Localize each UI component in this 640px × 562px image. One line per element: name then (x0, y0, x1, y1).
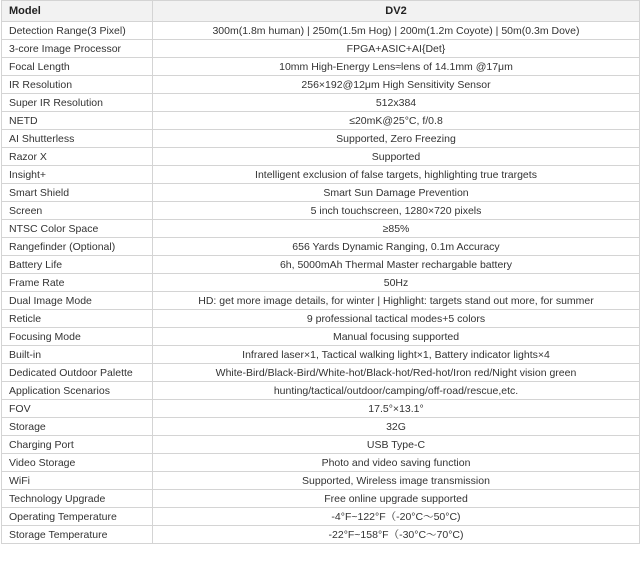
spec-label: Video Storage (2, 454, 153, 472)
spec-value: 9 professional tactical modes+5 colors (153, 310, 640, 328)
spec-value: USB Type-C (153, 436, 640, 454)
table-row (2, 526, 640, 544)
spec-value: 512x384 (153, 94, 640, 112)
spec-label: Insight+ (2, 166, 153, 184)
spec-label: Screen (2, 202, 153, 220)
spec-label: FOV (2, 400, 153, 418)
table-row (2, 112, 640, 130)
table-row (2, 400, 640, 418)
table-row (2, 202, 640, 220)
spec-value: ≥85% (153, 220, 640, 238)
spec-label: Charging Port (2, 436, 153, 454)
table-row (2, 148, 640, 166)
spec-value: 300m(1.8m human) | 250m(1.5m Hog) | 200m(1.2m Coyote) | 50m(0.3m Dove) (153, 22, 640, 40)
spec-value: 6h, 5000mAh Thermal Master rechargable battery (153, 256, 640, 274)
table-row (2, 76, 640, 94)
spec-value: 5 inch touchscreen, 1280×720 pixels (153, 202, 640, 220)
spec-value: -22°F~158°F（-30°C～70°C) (153, 526, 640, 544)
spec-label: Razor X (2, 148, 153, 166)
spec-value: -4°F~122°F（-20°C～50°C) (153, 508, 640, 526)
table-row (2, 130, 640, 148)
spec-value: ≤20mK@25°C, f/0.8 (153, 112, 640, 130)
table-row (2, 40, 640, 58)
spec-label: AI Shutterless (2, 130, 153, 148)
table-row (2, 472, 640, 490)
table-row (2, 436, 640, 454)
spec-label: Storage Temperature (2, 526, 153, 544)
spec-label: IR Resolution (2, 76, 153, 94)
spec-label: Focusing Mode (2, 328, 153, 346)
spec-label: Dedicated Outdoor Palette (2, 364, 153, 382)
spec-label: Dual Image Mode (2, 292, 153, 310)
spec-label: Super IR Resolution (2, 94, 153, 112)
spec-label: Storage (2, 418, 153, 436)
spec-value: Smart Sun Damage Prevention (153, 184, 640, 202)
spec-value: Supported, Zero Freezing (153, 130, 640, 148)
table-row (2, 364, 640, 382)
table-row (2, 184, 640, 202)
table-row (2, 328, 640, 346)
table-row (2, 310, 640, 328)
spec-value: 10mm High-Energy Lens≈lens of 14.1mm @17μm (153, 58, 640, 76)
spec-value: 656 Yards Dynamic Ranging, 0.1m Accuracy (153, 238, 640, 256)
spec-label: Reticle (2, 310, 153, 328)
spec-value: Free online upgrade supported (153, 490, 640, 508)
header-row (2, 1, 640, 22)
spec-value: Photo and video saving function (153, 454, 640, 472)
spec-value: 50Hz (153, 274, 640, 292)
spec-label: Battery Life (2, 256, 153, 274)
table-row (2, 274, 640, 292)
spec-value: FPGA+ASIC+AI{Det} (153, 40, 640, 58)
spec-label: WiFi (2, 472, 153, 490)
spec-value: Supported (153, 148, 640, 166)
spec-label: Detection Range(3 Pixel) (2, 22, 153, 40)
header-label: Model (2, 1, 153, 22)
spec-label: Operating Temperature (2, 508, 153, 526)
spec-label: Frame Rate (2, 274, 153, 292)
table-row (2, 58, 640, 76)
spec-value: 256×192@12μm High Sensitivity Sensor (153, 76, 640, 94)
table-row (2, 418, 640, 436)
spec-label: Smart Shield (2, 184, 153, 202)
spec-value: HD: get more image details, for winter | Highlight: targets stand out more, for summer (153, 292, 640, 310)
table-row (2, 382, 640, 400)
header-model-name: DV2 (153, 1, 640, 22)
table-row (2, 166, 640, 184)
table-row (2, 490, 640, 508)
table-row (2, 22, 640, 40)
spec-table (1, 0, 640, 544)
spec-value: White-Bird/Black-Bird/White-hot/Black-hot/Red-hot/Iron red/Night vision green (153, 364, 640, 382)
spec-value: 32G (153, 418, 640, 436)
table-row (2, 346, 640, 364)
spec-label: Rangefinder (Optional) (2, 238, 153, 256)
table-row (2, 454, 640, 472)
spec-value: Supported, Wireless image transmission (153, 472, 640, 490)
spec-table-body (2, 22, 640, 544)
spec-label: 3-core Image Processor (2, 40, 153, 58)
spec-value: 17.5°×13.1° (153, 400, 640, 418)
spec-value: hunting/tactical/outdoor/camping/off-road/rescue,etc. (153, 382, 640, 400)
spec-label: Application Scenarios (2, 382, 153, 400)
table-row (2, 508, 640, 526)
spec-label: NTSC Color Space (2, 220, 153, 238)
table-row (2, 256, 640, 274)
spec-value: Manual focusing supported (153, 328, 640, 346)
table-row (2, 238, 640, 256)
spec-label: Focal Length (2, 58, 153, 76)
spec-label: Technology Upgrade (2, 490, 153, 508)
spec-label: Built-in (2, 346, 153, 364)
table-row (2, 94, 640, 112)
spec-value: Intelligent exclusion of false targets, highlighting true trargets (153, 166, 640, 184)
spec-value: Infrared laser×1, Tactical walking light×1, Battery indicator lights×4 (153, 346, 640, 364)
table-row (2, 220, 640, 238)
spec-label: NETD (2, 112, 153, 130)
table-row (2, 292, 640, 310)
